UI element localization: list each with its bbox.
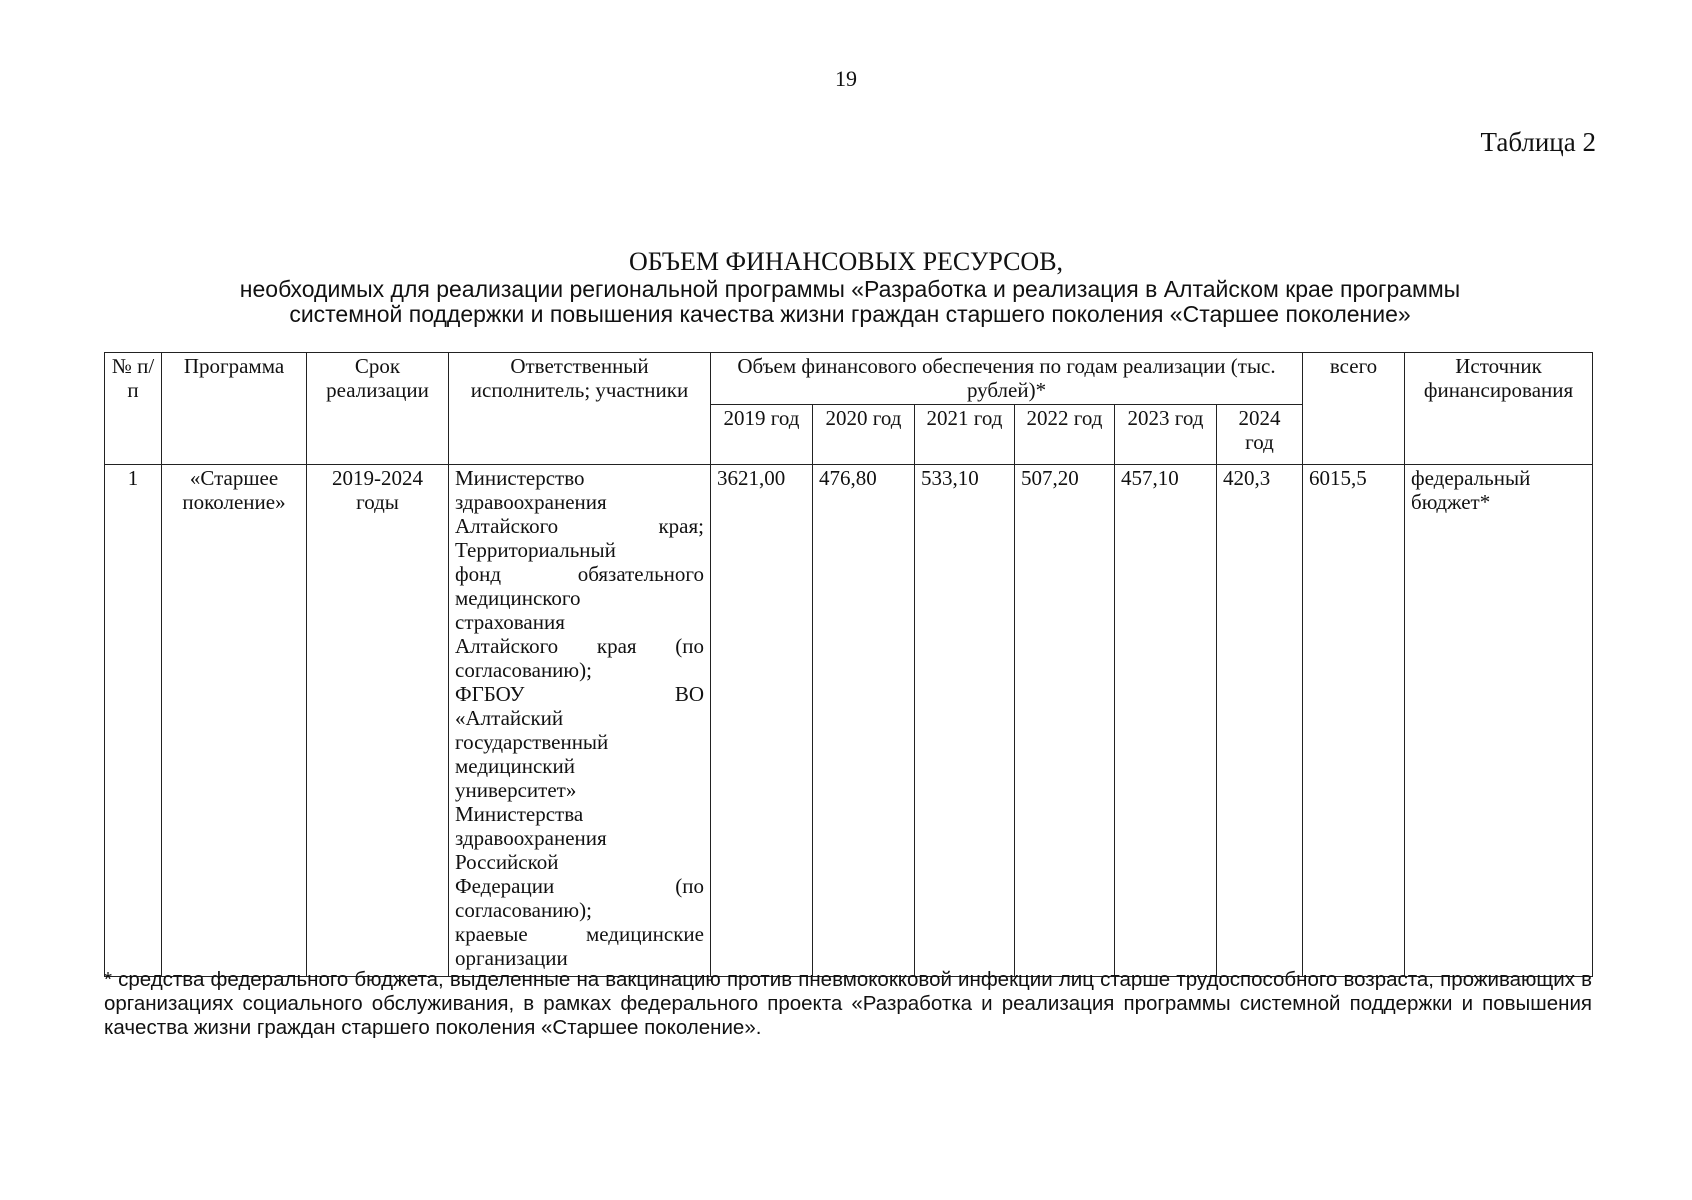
header-year-2020: 2020 год <box>813 405 915 465</box>
table-row <box>105 465 1593 977</box>
header-program: Программа <box>162 353 307 465</box>
header-year-2019: 2019 год <box>711 405 813 465</box>
cell-value-2020: 476,80 <box>813 465 915 977</box>
responsible-line: Министерства <box>455 802 584 826</box>
responsible-line: фонд обязательного <box>455 562 704 586</box>
header-year-2021: 2021 год <box>915 405 1015 465</box>
responsible-line: Российской <box>455 850 559 874</box>
document-subtitle <box>140 277 1560 327</box>
responsible-line: согласованию); <box>455 898 592 922</box>
cell-value-2024: 420,3 <box>1217 465 1303 977</box>
cell-term: 2019-2024 годы <box>307 465 449 977</box>
responsible-line: медицинский <box>455 754 575 778</box>
footnote: * средства федерального бюджета, выделенные на вакцинацию против пневмококковой инфекции лиц старше трудоспособного возраста, проживающих в организациях социального обслуживания, в рамках федерального проекта «Разработка и реализация программы системной поддержки и повышения качества жизни граждан старшего поколения «Старшее поколение». <box>104 968 1592 1039</box>
header-year-2024: 2024 год <box>1217 405 1303 465</box>
header-responsible: Ответственный исполнитель; участники <box>449 353 711 465</box>
responsible-line: Алтайского края; <box>455 514 704 538</box>
responsible-line: здравоохранения <box>455 826 607 850</box>
page-number: 19 <box>835 66 857 91</box>
responsible-line: Территориальный <box>455 538 616 562</box>
header-year-2023: 2023 год <box>1115 405 1217 465</box>
cell-program: «Старшее поколение» <box>162 465 307 977</box>
responsible-line: «Алтайский <box>455 706 564 730</box>
responsible-line: здравоохранения <box>455 490 607 514</box>
cell-num: 1 <box>105 465 162 977</box>
responsible-line: согласованию); <box>455 658 592 682</box>
cell-value-2019: 3621,00 <box>711 465 813 977</box>
responsible-line: медицинского <box>455 586 581 610</box>
cell-value-2023: 457,10 <box>1115 465 1217 977</box>
header-term: Срок реализации <box>307 353 449 465</box>
header-num: № п/п <box>105 353 162 465</box>
header-volume: Объем финансового обеспечения по годам реализации (тыс. рублей)* <box>711 353 1303 405</box>
cell-total: 6015,5 <box>1303 465 1405 977</box>
responsible-line: Алтайского края (по <box>455 634 704 658</box>
responsible-line: краевые медицинские <box>455 922 704 946</box>
document-title: ОБЪЕМ ФИНАНСОВЫХ РЕСУРСОВ, <box>628 247 1064 276</box>
cell-value-2021: 533,10 <box>915 465 1015 977</box>
subtitle-line-1: необходимых для реализации региональной программы «Разработка и реализация в Алтайском крае программы <box>239 276 1461 302</box>
financial-resources-table <box>104 352 1593 977</box>
responsible-line: организации <box>455 946 568 970</box>
header-source: Источник финансирования <box>1405 353 1593 465</box>
responsible-line: университет» <box>455 778 577 802</box>
cell-source: федеральный бюджет* <box>1405 465 1593 977</box>
responsible-line: государственный <box>455 730 609 754</box>
cell-responsible <box>449 465 711 977</box>
responsible-line: страхования <box>455 610 565 634</box>
header-year-2022: 2022 год <box>1015 405 1115 465</box>
responsible-line: Министерство <box>455 466 585 490</box>
table-label: Таблица 2 <box>1480 127 1596 157</box>
subtitle-line-2: системной поддержки и повышения качества жизни граждан старшего поколения «Старшее поколение» <box>289 301 1411 327</box>
responsible-line: Федерации (по <box>455 874 704 898</box>
cell-value-2022: 507,20 <box>1015 465 1115 977</box>
responsible-line: ФГБОУ ВО <box>455 682 704 706</box>
header-total: всего <box>1303 353 1405 465</box>
